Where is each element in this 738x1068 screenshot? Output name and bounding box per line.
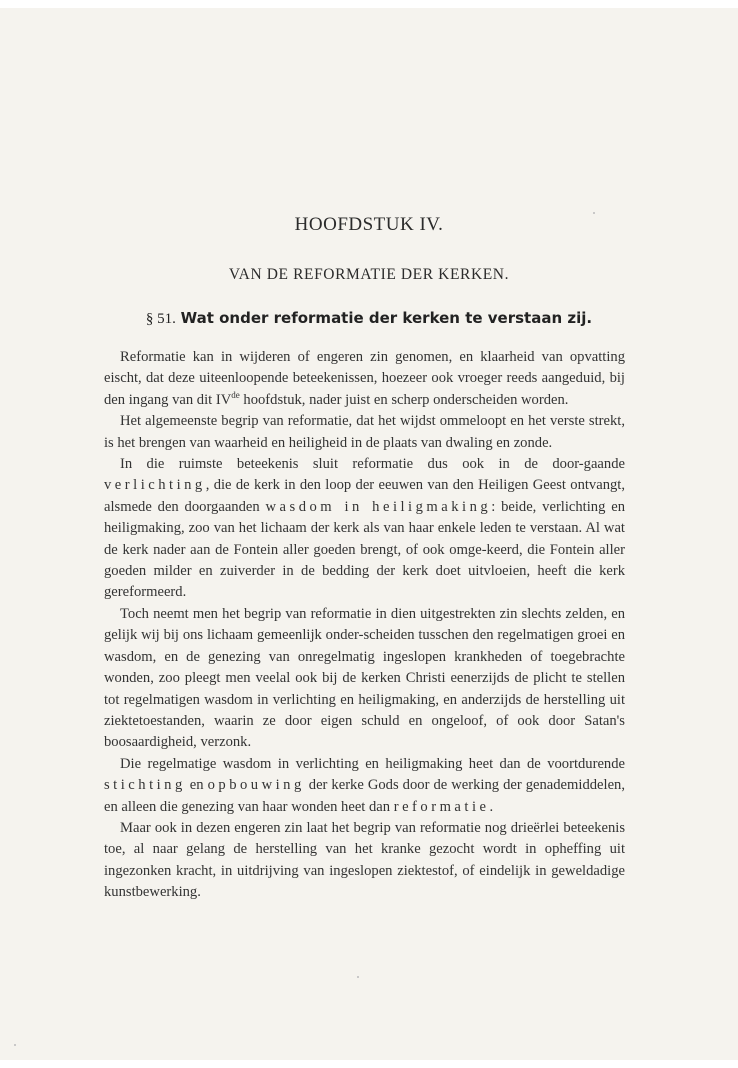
- spaced-emphasis: wasdom in heiligmaking: [265, 498, 492, 515]
- book-page: [0, 8, 738, 1060]
- speck: [14, 1044, 16, 1046]
- paragraph-text: Reformatie kan in wijderen of engeren zin genomen, en klaarheid van opvatting eischt, dat deze uiteenloopende beteekenissen, hoezeer ook vroeger reeds aangeduid, bij den ingang van dit IV: [104, 349, 625, 408]
- section-number: § 51.: [145, 311, 176, 327]
- paragraph-6: Maar ook in dezen engeren zin laat het begrip van reformatie nog drieërlei beteekenis toe, al naar gelang de herstelling van het kranke gezocht wordt in opheffing uit ingezonken kracht, in uitdrijving van ingeslopen ziektestof, of eindelijk in geweldadige kunstbewerking.: [104, 819, 625, 901]
- paragraph-3: [104, 454, 625, 604]
- paragraph-text: hoofdstuk, nader juist en scherp onderscheiden worden.: [239, 391, 569, 408]
- paragraph-text: , die de kerk in den loop der eeuwen van den Heiligen Geest ontvangt, alsmede den doorgaanden: [104, 477, 625, 515]
- superscript: de: [231, 389, 240, 400]
- paragraph-text: In die ruimste beteekenis sluit reformatie dus ook in de door-gaande: [120, 456, 625, 473]
- paragraph-4: Toch neemt men het begrip van reformatie in dien uitgestrekten zin slechts zelden, en gelijk wij bij ons lichaam gemeenlijk onder-scheiden tusschen den regelmatigen groei en wasdom, en de genezing van onregelmatig ingeslopen krankheden of toegebrachte wonden, zoo pleegt men veelal ook bij de kerken Christi eenerzijds de plicht te stellen tot regelmatigen wasdom in verlichting en heiligmaking, en anderzijds de herstelling uit ziektetoestanden, waarin ze door eigen schuld en ongeloof, of ook door Satan's boosaardigheid, verzonk.: [104, 605, 625, 751]
- spaced-emphasis: opbouwing: [207, 777, 305, 794]
- paragraph-text: Die regelmatige wasdom in verlichting en heiligmaking heet dan de voortdurende: [120, 755, 625, 772]
- paragraph-1: [104, 347, 625, 411]
- paragraph-text: .: [489, 798, 494, 815]
- paragraph-text: en: [185, 777, 208, 794]
- paragraph-2: Het algemeenste begrip van reformatie, dat het wijdst ommeloopt en het verste strekt, is het brengen van waarheid en heiligheid in de plaats van dwaling en zonde.: [104, 413, 625, 451]
- spaced-emphasis: reformatie: [393, 798, 490, 815]
- section-title: Wat onder reformatie der kerken te verstaan zij.: [180, 309, 593, 327]
- chapter-subtitle: VAN DE REFORMATIE DER KERKEN.: [228, 266, 510, 283]
- spaced-emphasis: stichting: [104, 777, 186, 794]
- speck: [357, 976, 359, 978]
- chapter-heading: HOOFDSTUK IV.: [294, 214, 444, 235]
- section-heading: [0, 307, 738, 329]
- paragraph-5: [104, 754, 625, 818]
- spaced-emphasis: verlichting: [104, 477, 206, 494]
- body-text: [104, 347, 625, 904]
- paragraph-text: : beide, verlichting en heiligmaking, zoo van het lichaam der kerk als van haar enkele leden te verstaan. Al wat de kerk nader aan de Fontein aller goeden brengt, of ook omge-keerd, die Fontein aller goeden milder en zuiverder in de bedding der kerk doet uitvloeien, heeft die kerk gereformeerd.: [104, 498, 625, 601]
- speck: [593, 212, 595, 214]
- paragraph-text: der kerke Gods door de werking der genademiddelen, en alleen die genezing van haar wonden heet dan: [104, 777, 625, 815]
